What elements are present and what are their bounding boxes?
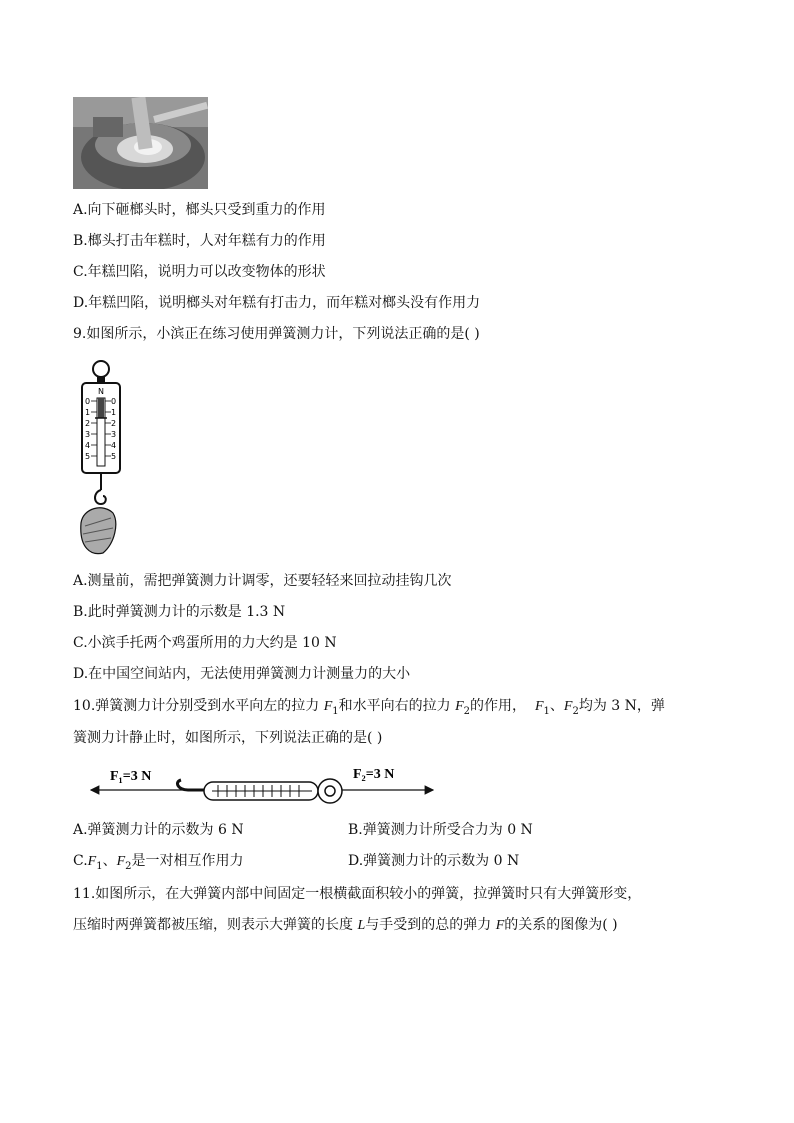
q10-option-c: $C.F_1$、$F_2$是一对相互作用力 — [73, 853, 244, 872]
q8-option-d: D.年糕凹陷，说明榔头对年糕有打击力，而年糕对榔头没有作用力 — [73, 295, 481, 311]
q10-option-d: D.弹簧测力计的示数为 0 N — [348, 853, 520, 869]
mortar-photo — [73, 97, 208, 189]
q8-option-a: A.向下砸榔头时，榔头只受到重力的作用 — [73, 202, 326, 218]
q9-option-a: A.测量前，需把弹簧测力计调零，还要轻轻来回拉动挂钩几次 — [73, 573, 452, 589]
q8-option-c: C.年糕凹陷，说明力可以改变物体的形状 — [73, 264, 326, 280]
scale-left-5: 5 — [85, 452, 91, 461]
q11-stem-line1: 11.如图所示，在大弹簧内部中间固定一根横截面积较小的弹簧，拉弹簧时只有大弹簧形变， — [73, 886, 642, 902]
f1-label: F₁=3 N — [110, 769, 152, 784]
q10-option-b: B.弹簧测力计所受合力为 0 N — [348, 822, 533, 838]
q10-option-a: A.弹簧测力计的示数为 6 N — [73, 822, 244, 838]
scale-right-1: 1 — [111, 408, 117, 417]
q10-stem-line1: 10.弹簧测力计分别受到水平向左的拉力 $F_1$和水平向右的拉力 $F_2$的作用， $F_1$、$F_2$均为 3 N，弹 — [73, 698, 665, 717]
q9-option-d: D.在中国空间站内，无法使用弹簧测力计测量力的大小 — [73, 666, 411, 682]
q9-stem: 9.如图所示，小滨正在练习使用弹簧测力计，下列说法正确的是( ) — [73, 326, 480, 342]
horizontal-spring-scale-figure — [88, 760, 588, 810]
q9-option-b: B.此时弹簧测力计的示数是 1.3 N — [73, 604, 286, 620]
scale-left-1: 1 — [85, 408, 91, 417]
scale-right-4: 4 — [111, 441, 117, 450]
scale-left-0: 0 — [85, 397, 91, 406]
scale-left-3: 3 — [85, 430, 91, 439]
q8-option-b: B.榔头打击年糕时，人对年糕有力的作用 — [73, 233, 326, 249]
q9-option-c: C.小滨手托两个鸡蛋所用的力大约是 10 N — [73, 635, 337, 651]
spring-scale-figure — [73, 358, 128, 558]
scale-right-2: 2 — [111, 419, 117, 428]
scale-right-5: 5 — [111, 452, 117, 461]
scale-left-4: 4 — [85, 441, 91, 450]
scale-left-2: 2 — [85, 419, 91, 428]
q11-stem-line2: 压缩时两弹簧都被压缩，则表示大弹簧的长度 L与手受到的总的弹力 F的关系的图像为( ) — [73, 917, 618, 933]
scale-right-3: 3 — [111, 430, 117, 439]
unit-label: N — [98, 387, 104, 396]
scale-right-0: 0 — [111, 397, 117, 406]
f2-label: F₂=3 N — [353, 767, 395, 782]
q10-stem-line2: 簧测力计静止时，如图所示，下列说法正确的是( ) — [73, 730, 383, 746]
